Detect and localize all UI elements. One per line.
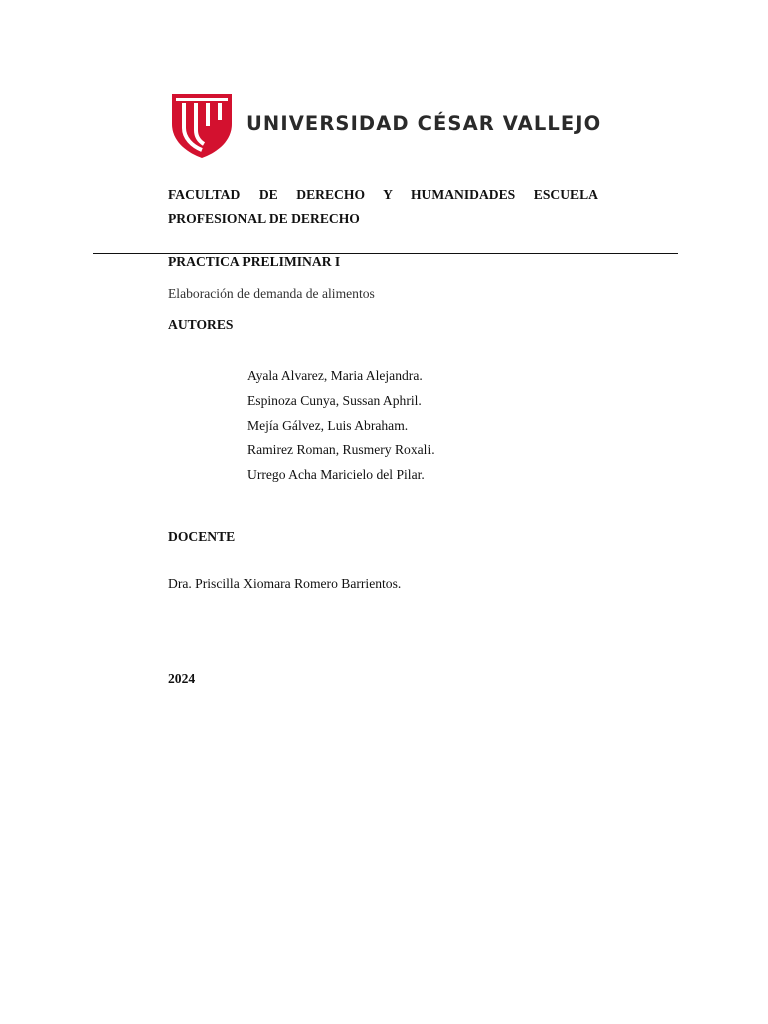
author-name: Espinoza Cunya, Sussan Aphril. — [247, 392, 422, 408]
course-title: PRACTICA PRELIMINAR I — [168, 254, 341, 269]
authors-heading: AUTORES — [168, 317, 234, 332]
teacher-heading: DOCENTE — [168, 529, 236, 544]
university-logo — [170, 90, 602, 160]
document-year: 2024 — [168, 671, 196, 686]
faculty-heading: FACULTAD DE DERECHO Y HUMANIDADES ESCUELA PROFESIONAL DE DERECHO — [168, 187, 598, 226]
author-name: Mejía Gálvez, Luis Abraham. — [247, 417, 409, 433]
ucv-shield-logo-icon — [170, 90, 234, 160]
teacher-name: Dra. Priscilla Xiomara Romero Barrientos. — [168, 576, 402, 591]
authors-list — [247, 364, 435, 488]
university-name: UNIVERSIDAD CÉSAR VALLEJO — [246, 112, 602, 135]
author-name: Ayala Alvarez, Maria Alejandra. — [247, 368, 423, 383]
author-name: Ramirez Roman, Rusmery Roxali. — [247, 442, 435, 458]
author-name: Urrego Acha Maricielo del Pilar. — [247, 467, 425, 483]
document-subtitle: Elaboración de demanda de alimentos — [168, 286, 375, 301]
